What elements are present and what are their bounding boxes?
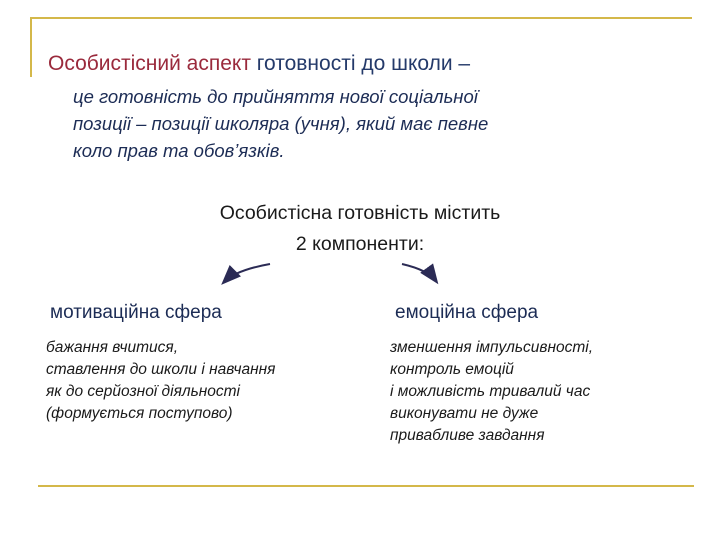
description-line: (формується поступово) (46, 405, 233, 422)
left-arrow (224, 264, 270, 282)
readiness-subtitle: 2 компоненти: (295, 233, 425, 255)
component-emotional-title: емоційна сфера (395, 302, 539, 323)
description-line: і можливість тривалий час (390, 383, 591, 400)
definition-line: коло прав та обов’язків. (73, 140, 285, 161)
heading-rest: готовності до школи – (256, 52, 471, 75)
component-motivational-title: мотиваційна сфера (50, 302, 222, 323)
description-line: привабливе завдання (390, 427, 545, 444)
readiness-title: Особистісна готовність містить (219, 202, 501, 224)
description-line: зменшення імпульсивності, (390, 339, 594, 356)
description-line: виконувати не дуже (390, 405, 539, 422)
definition-line: позиції – позиції школяра (учня), який має певне (73, 113, 489, 134)
component-motivational-description (46, 337, 275, 425)
definition-line: це готовність до прийняття нової соціальної (73, 86, 478, 107)
component-emotional-description (390, 337, 593, 447)
description-line: ставлення до школи і навчання (46, 361, 276, 378)
description-line: бажання вчитися, (46, 339, 178, 356)
description-line: як до серйозної діяльності (46, 383, 240, 400)
frame-bottom-line (38, 485, 694, 487)
description-line: контроль емоцій (390, 361, 514, 378)
right-arrow (402, 264, 436, 281)
heading-accent: Особистісний аспект (48, 52, 257, 75)
